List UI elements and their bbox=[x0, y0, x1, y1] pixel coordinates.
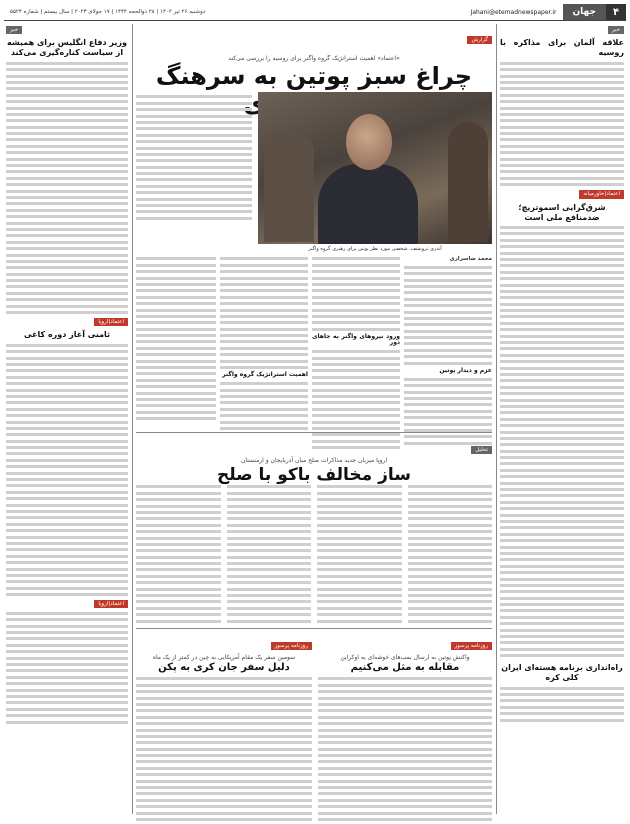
column-rule bbox=[132, 24, 133, 814]
main-col-left-top bbox=[136, 92, 252, 223]
room-tag: روزنامه پرسوز bbox=[271, 642, 313, 650]
section-tag: اعتماد|اروپا bbox=[94, 600, 128, 608]
right-story-title[interactable]: علاقه آلمان برای مذاکره با روسیه bbox=[500, 38, 624, 58]
right-story2-title[interactable]: شرق‌گرایی اسموتریچ؛ ضدمنافع ملی است bbox=[518, 202, 606, 222]
section-tag: اعتماد|خاورمیانه bbox=[579, 190, 624, 198]
bottom-story-a bbox=[318, 632, 492, 824]
bottom-b-kicker: سومین سفر یک مقام آمریکایی به چین در کمتر از یک ماه bbox=[152, 654, 296, 661]
main-kicker: «اعتماد» اهمیت استراتژیک گروه واگنر برای روسیه را بررسی می‌کند bbox=[228, 55, 400, 62]
main-byline: محمد ضاسراری bbox=[449, 256, 492, 262]
armenia-kicker: اروپا میزبان جدید مذاکرات صلح میان آذربایجان و ارمنستان bbox=[240, 457, 388, 464]
left-story2-title[interactable]: ثامنی آغاز دوره کاغی bbox=[23, 330, 111, 340]
bottom-b-title[interactable]: دلیل سفر جان کری به پکن bbox=[158, 662, 290, 673]
main-subhead-2: ورود نیروهای واگنر به جاهای دور bbox=[312, 333, 400, 347]
bottom-a-title[interactable]: مقابله به مثل می‌کنیم bbox=[350, 662, 460, 673]
main-headline[interactable]: چراغ سبز پوتین به سرهنگ bbox=[155, 62, 473, 90]
analysis-tag: تحلیل bbox=[471, 446, 492, 454]
news-tag: خبر bbox=[608, 26, 624, 34]
right-story3-title[interactable]: راه‌اندازی برنامه هسته‌ای ایران کلی کره bbox=[501, 663, 623, 683]
left-story-title[interactable]: وزیر دفاع انگلیس برای همیشه از سیاست کناره‌گیری می‌کند bbox=[7, 38, 127, 58]
right-story-body bbox=[500, 62, 624, 186]
main-col-left bbox=[136, 254, 216, 424]
left-story2-body bbox=[6, 344, 128, 596]
main-subhead-3: اهمیت استراتژیک گروه واگنر bbox=[222, 371, 308, 379]
right-column bbox=[500, 26, 624, 725]
left-column bbox=[6, 26, 128, 727]
section-rule bbox=[136, 628, 492, 629]
room-tag: روزنامه پرسوز bbox=[451, 642, 493, 650]
page-number: ۴ bbox=[606, 4, 626, 20]
main-subhead-1: عزم و دیدار پوتین bbox=[439, 367, 492, 375]
bottom-story-b bbox=[136, 632, 312, 824]
main-col-mid2 bbox=[220, 254, 308, 433]
main-col-mid bbox=[312, 254, 400, 453]
section-email[interactable]: Jahani@etemadnewspaper.ir bbox=[470, 8, 557, 16]
left-story3-body bbox=[6, 612, 128, 724]
report-tag: گزارش bbox=[467, 36, 492, 44]
main-col-right bbox=[404, 254, 492, 448]
column-rule bbox=[496, 24, 497, 814]
section-name: جهان bbox=[563, 4, 607, 20]
section-tag: اعتماد|اروپا bbox=[94, 318, 128, 326]
armenia-headline[interactable]: ساز مخالف باکو با صلح bbox=[216, 465, 412, 485]
right-story2-body bbox=[500, 226, 624, 657]
armenia-story-header bbox=[136, 436, 492, 486]
right-story3-body bbox=[500, 687, 624, 722]
news-tag: خبر bbox=[6, 26, 22, 34]
main-photo bbox=[258, 92, 492, 244]
dateline: دوشنبه ۲۶ تیر ۱۴۰۲ | ۲۸ ذوالحجه ۱۴۴۴ | ۱۷ جولای ۲۰۲۳ | سال بیستم | شماره ۵۵۲۴ bbox=[10, 9, 206, 15]
bottom-a-kicker: واکنش پوتین به ارسال بمب‌های خوشه‌ای به اوکراین bbox=[340, 654, 470, 661]
armenia-body bbox=[136, 480, 492, 626]
left-story-body bbox=[6, 62, 128, 314]
masthead-bar bbox=[4, 4, 626, 21]
photo-caption: آندری ترویشف، شخصی مورد نظر پوتین برای رهبری گروه واگنر bbox=[308, 246, 442, 252]
section-rule bbox=[136, 432, 492, 433]
